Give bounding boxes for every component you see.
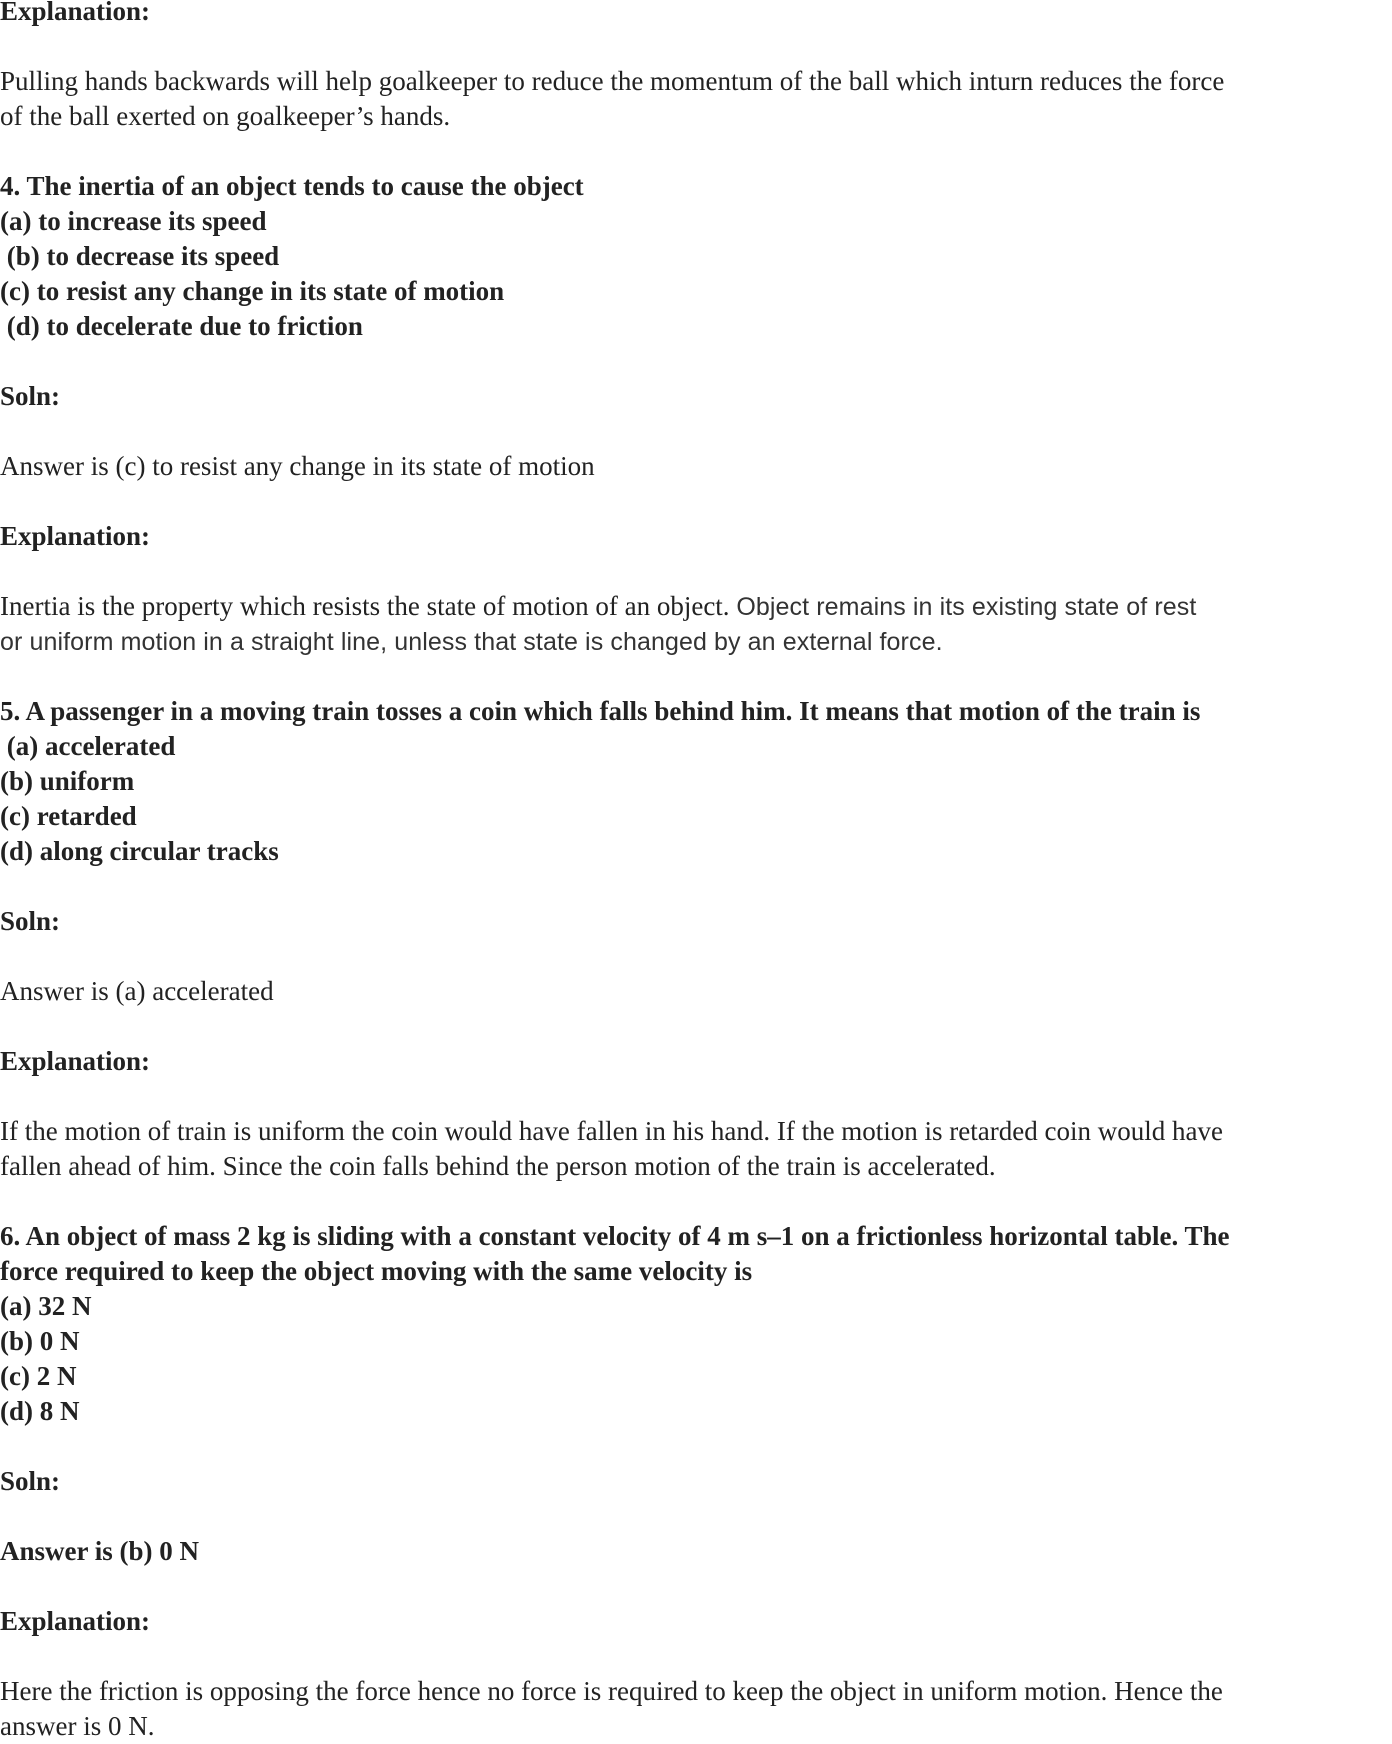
option-d: (d) 8 N bbox=[0, 1396, 80, 1426]
solution-heading: Soln: bbox=[0, 906, 61, 936]
explanation-text-line: fallen ahead of him. Since the coin falls behind the person motion of the train is accelerated. bbox=[0, 1151, 996, 1181]
explanation-heading: Explanation: bbox=[0, 1046, 151, 1076]
question-text: force required to keep the object moving with the same velocity is bbox=[0, 1256, 753, 1286]
option-d: (d) along circular tracks bbox=[0, 836, 279, 866]
explanation-heading: Explanation: bbox=[0, 0, 151, 26]
option-a: (a) 32 N bbox=[0, 1291, 92, 1321]
option-d: (d) to decelerate due to friction bbox=[0, 311, 363, 341]
explanation-heading: Explanation: bbox=[0, 1606, 151, 1636]
explanation-serif-part: Inertia is the property which resists the state of motion of an object. bbox=[0, 591, 737, 621]
solution-heading: Soln: bbox=[0, 381, 61, 411]
explanation-text-line: answer is 0 N. bbox=[0, 1711, 155, 1741]
explanation-text-line bbox=[0, 624, 1392, 659]
question-text: 5. A passenger in a moving train tosses a coin which falls behind him. It means that motion of the train is bbox=[0, 696, 1201, 726]
answer-text: Answer is (b) 0 N bbox=[0, 1536, 200, 1566]
option-c: (c) to resist any change in its state of motion bbox=[0, 276, 505, 306]
intro-explanation bbox=[0, 0, 1392, 134]
question-text: 6. An object of mass 2 kg is sliding with a constant velocity of 4 m s–1 on a frictionless horizontal table. The bbox=[0, 1221, 1230, 1251]
solution-heading: Soln: bbox=[0, 1466, 61, 1496]
answer-text: Answer is (a) accelerated bbox=[0, 976, 274, 1006]
explanation-text-line: of the ball exerted on goalkeeper’s hands. bbox=[0, 101, 451, 131]
explanation-text-line: Pulling hands backwards will help goalkeeper to reduce the momentum of the ball which inturn reduces the force bbox=[0, 66, 1225, 96]
explanation-text-line: Here the friction is opposing the force hence no force is required to keep the object in uniform motion. Hence the bbox=[0, 1676, 1223, 1706]
explanation-text-line: If the motion of train is uniform the coin would have fallen in his hand. If the motion is retarded coin would have bbox=[0, 1116, 1223, 1146]
question-6 bbox=[0, 1219, 1392, 1744]
question-5 bbox=[0, 694, 1392, 1184]
explanation-sans-part: Object remains in its existing state of rest bbox=[736, 593, 1197, 621]
question-text: 4. The inertia of an object tends to cause the object bbox=[0, 171, 584, 201]
option-a: (a) accelerated bbox=[0, 731, 176, 761]
option-c: (c) retarded bbox=[0, 801, 137, 831]
question-4 bbox=[0, 169, 1392, 659]
option-a: (a) to increase its speed bbox=[0, 206, 267, 236]
option-b: (b) to decrease its speed bbox=[0, 241, 280, 271]
option-b: (b) 0 N bbox=[0, 1326, 80, 1356]
explanation-sans-part: or uniform motion in a straight line, unless that state is changed by an external force. bbox=[0, 628, 943, 656]
option-b: (b) uniform bbox=[0, 766, 135, 796]
explanation-text-line bbox=[0, 589, 1392, 624]
option-c: (c) 2 N bbox=[0, 1361, 77, 1391]
explanation-heading: Explanation: bbox=[0, 521, 151, 551]
answer-text: Answer is (c) to resist any change in its state of motion bbox=[0, 451, 595, 481]
